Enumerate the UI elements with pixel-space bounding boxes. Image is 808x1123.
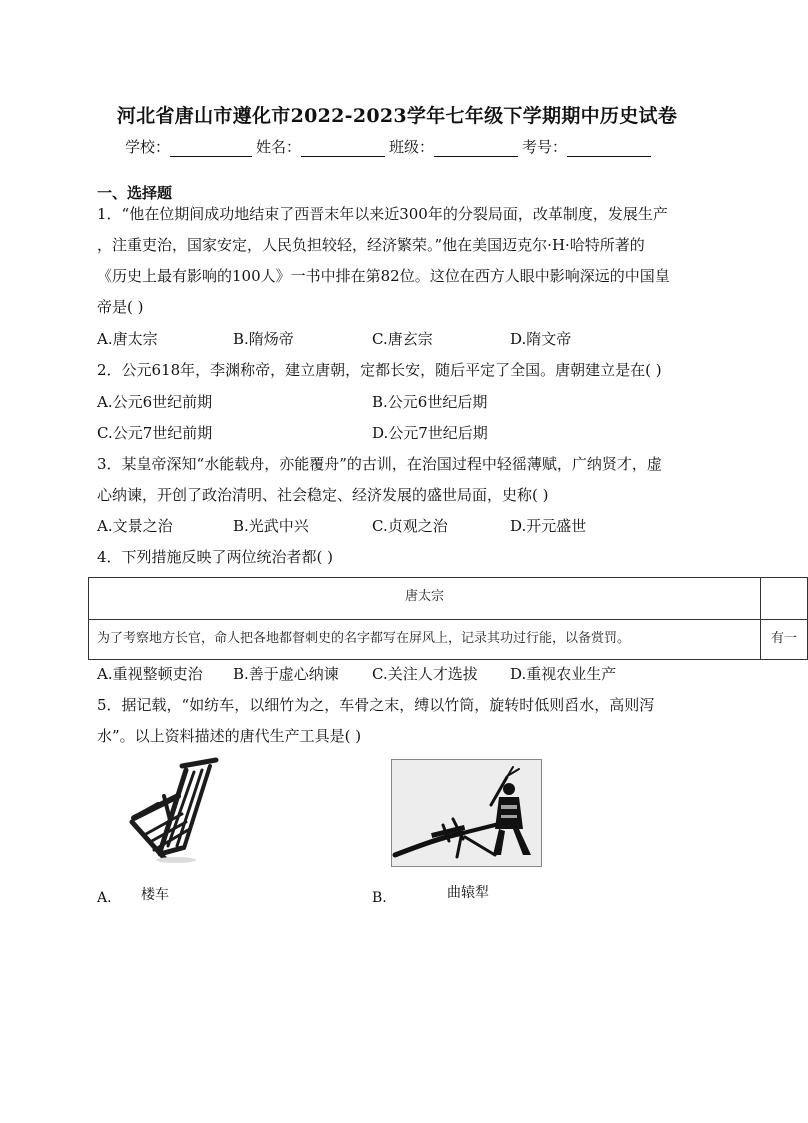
question-4-option-d[interactable]: D.重视农业生产 (510, 665, 617, 683)
table-cell-cut: 有一 (771, 631, 798, 646)
question-1-line: 帝是( ) (97, 298, 144, 316)
question-2-option-b[interactable]: B.公元6世纪后期 (372, 393, 488, 411)
plow-farmer-icon (391, 759, 542, 867)
question-2-line: 2．公元618年，李渊称帝，建立唐朝，定都长安，随后平定了全国。唐朝建立是在( ) (97, 361, 662, 379)
exam-no-blank (567, 140, 651, 157)
question-4-table (88, 577, 808, 660)
question-2-option-a[interactable]: A.公元6世纪前期 (97, 393, 213, 411)
school-label: 学校： (125, 138, 171, 156)
question-3-line: 心纳谏，开创了政治清明、社会稳定、经济发展的盛世局面，史称( ) (97, 486, 549, 504)
question-4-option-c[interactable]: C.关注人才选拔 (372, 665, 478, 683)
question-5-option-b[interactable]: B. (372, 890, 387, 906)
student-info-line (125, 136, 655, 157)
table-cell: 为了考察地方长官，命人把各地都督刺史的名字都写在屏风上，记录其功过行能，以备赏罚。 (97, 631, 631, 646)
section-title: 一、选择题 (97, 184, 173, 202)
class-blank (434, 140, 518, 157)
school-blank (170, 140, 252, 157)
question-3-option-d[interactable]: D.开元盛世 (510, 517, 587, 535)
question-2-option-c[interactable]: C.公元7世纪前期 (97, 424, 213, 442)
name-blank (301, 140, 385, 157)
question-1-option-b[interactable]: B.隋炀帝 (233, 330, 294, 348)
name-label: 姓名： (256, 138, 302, 156)
table-column-divider (760, 578, 761, 659)
exam-title: 河北省唐山市遵化市2022-2023学年七年级下学期期中历史试卷 (116, 105, 678, 127)
question-3-option-b[interactable]: B.光武中兴 (233, 517, 309, 535)
table-header-cell: 唐太宗 (404, 589, 444, 604)
question-5-option-a[interactable]: A. (97, 890, 112, 906)
question-4-option-b[interactable]: B.善于虚心纳谏 (233, 665, 339, 683)
question-2-option-d[interactable]: D.公元7世纪后期 (372, 424, 488, 442)
question-5-line: 水”。以上资料描述的唐代生产工具是( ) (97, 727, 362, 745)
question-4-option-a[interactable]: A.重视整顿吏治 (97, 665, 203, 683)
question-3-line: 3．某皇帝深知“水能载舟，亦能覆舟”的古训，在治国过程中轻徭薄赋，广纳贤才，虚 (97, 455, 662, 473)
table-row-divider (89, 619, 807, 620)
waterwheel-tool-icon (120, 756, 224, 866)
question-1-option-d[interactable]: D.隋文帝 (510, 330, 572, 348)
exam-no-label: 考号： (522, 138, 568, 156)
image-a-caption: 楼车 (141, 887, 169, 903)
question-1-line: ，注重吏治，国家安定，人民负担较轻，经济繁荣。”他在美国迈克尔·H·哈特所著的 (97, 236, 645, 254)
question-3-option-c[interactable]: C.贞观之治 (372, 517, 448, 535)
question-5-line: 5．据记载，“如纺车，以细竹为之，车骨之末，缚以竹筒，旋转时低则舀水，高则泻 (97, 696, 655, 714)
question-1-option-a[interactable]: A.唐太宗 (97, 330, 158, 348)
question-1-line: 《历史上最有影响的100人》一书中排在第82位。这位在西方人眼中影响深远的中国皇 (97, 267, 670, 285)
question-1-line: 1．“他在位期间成功地结束了西晋末年以来近300年的分裂局面，改革制度，发展生产 (97, 205, 668, 223)
question-4-line: 4．下列措施反映了两位统治者都( ) (97, 548, 334, 566)
question-3-option-a[interactable]: A.文景之治 (97, 517, 173, 535)
question-1-option-c[interactable]: C.唐玄宗 (372, 330, 433, 348)
class-label: 班级： (389, 138, 435, 156)
image-b-caption: 曲辕犁 (447, 885, 489, 901)
